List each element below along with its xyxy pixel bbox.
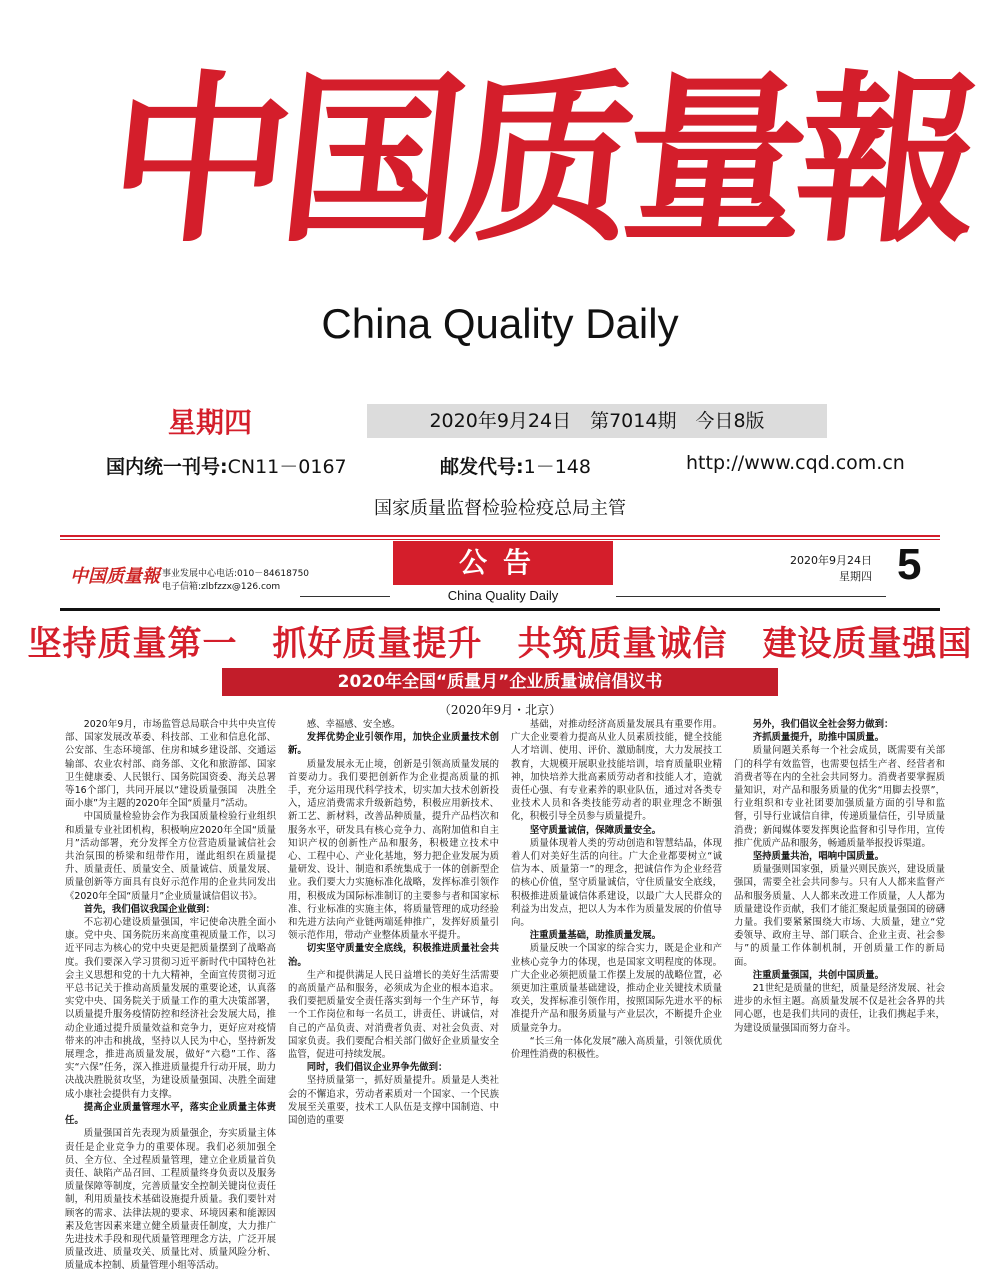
paragraph-heading: 齐抓质量提升，助推中国质量。: [752, 732, 885, 744]
paragraph-heading: 注重质量强国，共创中国质量。: [752, 969, 885, 981]
contact-phone: 事业发展中心电话:010－84618750: [162, 569, 310, 579]
paragraph: 21世纪是质量的世纪，质量是经济发展、社会进步的永恒主题。高质量发展不仅是社会各界的共同心愿，也是我们共同的责任，让我们携起手来，为建设质量强国而努力奋斗。: [734, 983, 945, 1034]
paragraph: 感、幸福感、安全感。: [306, 719, 401, 730]
masthead: [0, 0, 1000, 400]
paragraph-heading: 切实坚守质量安全底线，积极推进质量社会共治。: [288, 943, 499, 968]
paragraph-heading: 另外，我们倡议全社会努力做到：: [752, 719, 894, 730]
article-column: [511, 718, 722, 1188]
section-contact: [162, 568, 309, 594]
divider: [60, 608, 940, 611]
article-column: [288, 718, 499, 1188]
paragraph-heading: 坚持质量共治，唱响中国质量。: [752, 851, 885, 863]
section-banner-en: China Quality Daily: [447, 588, 559, 603]
section-weekday: 星期四: [839, 570, 872, 583]
post-value: 1－148: [523, 456, 591, 478]
issue-url[interactable]: http://www.cqd.com.cn: [686, 452, 905, 474]
article-dateline: （2020年9月・北京）: [438, 703, 562, 717]
paragraph: 质量反映一个国家的综合实力，既是企业和产业核心竞争力的体现，也是国家文明程度的体现。广大企业必须把质量工作摆上发展的战略位置，必须更加注重质量基础建设，推动企业关键技术质量攻关，发挥标准引领作用，按照国际先进水平的标准提升产品和服务质量与产业层次，不断提升企业质量竞争力。: [511, 943, 722, 1034]
issue-cn-number: [106, 452, 347, 479]
paragraph: 不忘初心建设质量强国，牢记使命决胜全面小康。党中央、国务院历来高度重视质量工作，以习近平同志为核心的党中央更是把质量摆到了战略高度。我们要深入学习贯彻习近平新时代中国特色社会主义思想和党的十九大精神，全面宣传贯彻习近平总书记关于推动高质量发展的重要论述，认真落实党中央、国务院关于质量工作的重大决策部署，以质量提升服务疫情防控和经济社会发展大局，推动企业通过提升质量效益和竞争力，更好应对疫情带来的冲击和挑战，坚持以人民为中心，坚持新发展理念，推进高质量发展，做好“六稳”工作、落实“六保”任务，深入推进质量提升行动开展，助力决战决胜脱贫攻坚，为建设质量强国、决胜全面建成小康社会提供有力支撑。: [65, 917, 276, 1100]
page-number: 5: [897, 540, 922, 589]
article-column: [65, 718, 276, 1272]
article-column: [734, 718, 945, 1188]
paragraph: 坚持质量第一，抓好质量提升。质量是人类社会的不懈追求，劳动者素质对一个国家、一个民族发展至关重要，技术工人队伍是支撑中国制造、中国创造的重要: [288, 1075, 499, 1127]
paragraph: 质量问题关系每一个社会成员，既需要有关部门的科学有效监管，也需要包括生产者、经营者和消费者等在内的全社会共同努力。消费者要掌握质量知识，对产品和服务质量的优劣“用脚去投票”，行业组织和专业社团要加强质量方面的引导和监督，引导行业诚信自律，传递质量信任，引导质量消费；新闻媒体要发挥舆论监督和引导作用，宣传推广优质产品和服务，畅通质量举报投诉渠道。: [734, 745, 945, 849]
divider: [60, 535, 940, 537]
article-body: [65, 718, 945, 1272]
paragraph: 生产和提供满足人民日益增长的美好生活需要的高质量产品和服务，必须成为企业的根本追求。我们要把质量安全责任落实到每一个生产环节，每一个工作岗位和每一名员工，讲责任、讲诚信，对自己的产品负责、对消费者负责、对社会负责、对国家负责。我们要配合相关部门做好企业质量安全监管，促进可持续发展。: [288, 969, 499, 1061]
paragraph-heading: 坚守质量诚信，保障质量安全。: [529, 824, 662, 836]
section-date-value: 2020年9月24日: [790, 554, 872, 567]
paragraph-heading: 同时，我们倡议企业界争先做到：: [306, 1062, 448, 1074]
section-date: [790, 553, 872, 585]
paragraph-heading: 首先，我们倡议我国企业做到：: [83, 903, 216, 915]
paragraph: 基础，对推动经济高质量发展具有重要作用。广大企业要着力提高从业人员素质技能，健全技能人才培训、使用、评价、激励制度，大力发展技工教育，大规模开展职业技能培训，培育质量职业精神，加快培养大批高素质劳动者和技能人才，造就责任心强、有专业素养的职业队伍，通过对各类专业技术人员和各类技能劳动者的职业理念不断强化，积极引导全员参与质量提升。: [511, 719, 722, 823]
paragraph-heading: 提高企业质量管理水平，落实企业质量主体责任。: [65, 1101, 276, 1127]
divider: [300, 596, 390, 597]
issue-date-line: 2020年9月24日 第7014期 今日8版: [367, 404, 827, 438]
paragraph-heading: 发挥优势企业引领作用，加快企业质量技术创新。: [288, 732, 499, 757]
divider: [616, 596, 886, 597]
article-subtitle: 2020年全国“质量月”企业质量诚信倡议书: [222, 668, 778, 696]
paragraph: 2020年9月，市场监管总局联合中共中央宣传部、国家发展改革委、科技部、工业和信息化部、公安部、生态环境部、住房和城乡建设部、交通运输部、农业农村部、商务部、文化和旅游部、国家卫生健康委、人民银行、国务院国资委、海关总署等16个部门，共同开展以“建设质量强国 决胜全面小康”为主题的2020年全国“质量月”活动。: [65, 719, 276, 810]
issue-post-code: [440, 452, 591, 479]
cn-label: 国内统一刊号:: [106, 456, 228, 478]
paragraph: 质量发展永无止境，创新是引领高质量发展的首要动力。我们要把创新作为企业提高质量的抓手，充分运用现代科学技术，切实加大技术创新投入，适应消费需求升级新趋势，积极应用新技术、新工艺、新材料，改善品种质量，提升产品档次和服务水平，研发具有核心竞争力、高附加值和自主知识产权的创新性产品和服务，积极建立技术中心、工程中心、产业化基地，努力把企业发展为质量研发、设计、制造和系统集成于一体的创新型企业。我们要大力实施标准化战略，发挥标准引领作用，积极成为国际标准制订的主要参与者和国家标准、行业标准的实施主体，将质量管理的成功经验和先进方法向产业链两端延伸推广，发挥好质量引领示范作用，带动产业整体质量水平提升。: [288, 758, 499, 942]
paragraph: 质量体现着人类的劳动创造和智慧结晶，体现着人们对美好生活的向往。广大企业都要树立“诚信为本、质量第一”的理念，把诚信作为企业经营的核心价值，坚守质量诚信，守住质量安全底线，积极推进质量诚信体系建设，以最广大人民群众的利益为出发点，把以人为本作为质量发展的价值导向。: [511, 837, 722, 929]
paragraph-heading: 注重质量基础，助推质量发展。: [529, 930, 662, 942]
paragraph: 质量强国首先表现为质量强企，夯实质量主体责任是企业竞争力的重要体现。我们必须加强全员、全方位、全过程质量管理，建立企业质量首负责任、缺陷产品召回、工程质量终身负责以及服务质量保障等制度，完善质量安全控制关键岗位责任制，利用质量技术基础设施提升质量。我们要针对顾客的需求、法律法规的要求、环境因素和能源因素及危害因素来建立健全质量责任制度，大力推广先进技术手段和现代质量管理理念方法，广泛开展质量改进、质量攻关、质量比对、质量风险分析、质量成本控制、质量管理小组等活动。: [65, 1128, 276, 1272]
masthead-title-en: China Quality Daily: [321, 300, 679, 347]
paragraph: “长三角一体化发展”融入高质量，引领优质优价理性消费的积极性。: [511, 1035, 722, 1061]
contact-email: 电子信箱:zlbfzzx@126.com: [162, 582, 281, 592]
section-logo: 中国质量報: [70, 566, 160, 587]
paragraph: 中国质量检验协会作为我国质量检验行业组织和质量专业社团机构，积极响应2020年全国“质量月”活动部署，充分发挥全方位营造质量诚信社会共治氛围的桥梁和纽带作用，谨此组织在质量提升、质量责任、质量安全、质量诚信、质量发展、质量创新等方面具有良好示范作用的企业共同发出《2020年全国“质量月”企业质量诚信倡议书》。: [65, 811, 276, 902]
cn-value: CN11－0167: [227, 456, 347, 478]
paragraph: 质量强则国家强，质量兴则民族兴，建设质量强国，需要全社会共同参与。只有人人都来监督产品和服务质量、人人都来改进工作质量，人人都为质量建设作贡献，我们才能汇聚起质量强国的磅礴力量。我们要紧紧围绕大市场、大质量，建立“党委领导、政府主导、部门联合、企业主责、社会参与”的质量工作体制机制，开创质量工作的新局面。: [734, 864, 945, 968]
divider: [60, 539, 940, 540]
post-label: 邮发代号:: [440, 456, 524, 478]
section-banner: 公告: [393, 541, 613, 585]
issue-sponsor: 国家质量监督检验检疫总局主管: [374, 498, 626, 519]
issue-weekday: 星期四: [168, 406, 253, 439]
article-headline: 坚持质量第一 抓好质量提升 共筑质量诚信 建设质量强国: [27, 624, 973, 664]
masthead-title-cn: 中国质量報: [98, 53, 982, 267]
